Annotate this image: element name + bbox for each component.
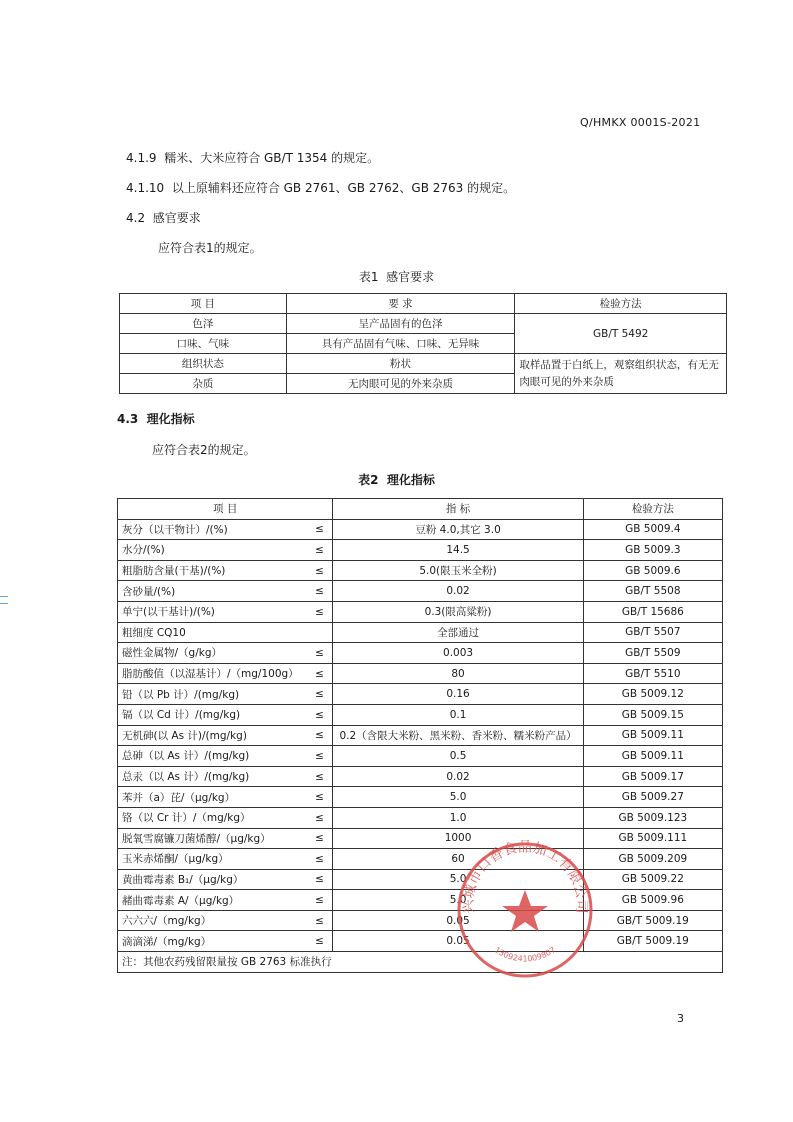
seal-star-icon [502, 890, 548, 932]
margin-mark [0, 596, 8, 604]
table-row [118, 540, 723, 561]
cell-operator: ≤ [307, 643, 333, 664]
cell-indicator: 0.003 [333, 643, 583, 664]
cell-operator [307, 622, 333, 643]
section-4-2-heading [126, 209, 201, 226]
cell-operator: ≤ [307, 663, 333, 684]
cell-indicator: 0.2（含限大米粉、黑米粉、香米粉、糯米粉产品） [333, 725, 583, 746]
cell-method: GB/T 5509 [583, 643, 722, 664]
cell-operator: ≤ [307, 581, 333, 602]
cell-operator: ≤ [307, 849, 333, 870]
cell-method: GB 5009.4 [583, 519, 722, 540]
cell-operator: ≤ [307, 519, 333, 540]
table-row [118, 560, 723, 581]
cell-indicator: 0.1 [333, 704, 583, 725]
cell-requirement: 具有产品固有气味、口味、无异味 [286, 334, 515, 354]
section-4-3-body: 应符合表2的规定。 [152, 443, 256, 457]
cell-item: 黄曲霉毒素 B₁/（μg/kg） [118, 869, 307, 890]
cell-indicator: 1.0 [333, 807, 583, 828]
cell-method: GB/T 5507 [583, 622, 722, 643]
cell-item: 磁性金属物/（g/kg） [118, 643, 307, 664]
cell-indicator: 80 [333, 663, 583, 684]
cell-operator: ≤ [307, 560, 333, 581]
table-row [118, 869, 723, 890]
cell-method: GB 5009.96 [583, 890, 722, 911]
company-seal [455, 840, 595, 980]
cell-item: 镉（以 Cd 计）/(mg/kg) [118, 704, 307, 725]
section-title: 感官要求 [152, 211, 201, 225]
seal-company-name: 兴城市口香食品加工有限公司 [460, 840, 590, 914]
header-item: 项 目 [118, 499, 333, 520]
table-row [118, 787, 723, 808]
cell-operator: ≤ [307, 704, 333, 725]
cell-indicator: 0.3(限高粱粉) [333, 601, 583, 622]
header-requirement: 要 求 [286, 294, 515, 314]
section-number: 4.3 [117, 412, 139, 426]
cell-indicator: 5.0 [333, 890, 583, 911]
cell-method: GB 5009.3 [583, 540, 722, 561]
cell-operator: ≤ [307, 828, 333, 849]
cell-indicator: 0.5 [333, 746, 583, 767]
cell-operator: ≤ [307, 869, 333, 890]
cell-indicator: 0.16 [333, 684, 583, 705]
table-row [118, 519, 723, 540]
clause-4-1-9 [126, 149, 379, 166]
cell-item: 组织状态 [120, 354, 287, 374]
cell-method: GB 5009.15 [583, 704, 722, 725]
clause-number: 4.1.9 [126, 151, 157, 165]
cell-requirement: 粉状 [286, 354, 515, 374]
cell-indicator: 60 [333, 849, 583, 870]
cell-method: GB/T 15686 [583, 601, 722, 622]
cell-operator: ≤ [307, 931, 333, 952]
cell-method: GB/T 5510 [583, 663, 722, 684]
table-row [118, 684, 723, 705]
cell-operator: ≤ [307, 787, 333, 808]
cell-method: GB/T 5508 [583, 581, 722, 602]
cell-operator: ≤ [307, 725, 333, 746]
cell-indicator: 5.0 [333, 787, 583, 808]
cell-item: 脱氧雪腐镰刀菌烯醇/（μg/kg） [118, 828, 307, 849]
cell-item: 无机砷(以 As 计)/(mg/kg) [118, 725, 307, 746]
clause-text: 以上原辅料还应符合 GB 2761、GB 2762、GB 2763 的规定。 [171, 181, 516, 195]
table-row [118, 643, 723, 664]
cell-item: 杂质 [120, 374, 287, 394]
table-note: 注：其他农药残留限量按 GB 2763 标准执行 [118, 952, 723, 973]
cell-method: GB 5009.6 [583, 560, 722, 581]
table-row [118, 931, 723, 952]
table-row [118, 663, 723, 684]
cell-item: 赭曲霉毒素 A/（μg/kg） [118, 890, 307, 911]
table-note-row [118, 952, 723, 973]
cell-indicator: 0.05 [333, 931, 583, 952]
clause-text: 糯米、大米应符合 GB/T 1354 的规定。 [164, 151, 380, 165]
seal-code: 1309241009807 [492, 945, 558, 964]
table-row [118, 828, 723, 849]
cell-item: 总砷（以 As 计）/(mg/kg) [118, 746, 307, 767]
table-row [118, 910, 723, 931]
table-row [118, 581, 723, 602]
caption-number: 表1 [358, 270, 379, 284]
cell-method: GB 5009.209 [583, 849, 722, 870]
table-row [118, 622, 723, 643]
header-method: 检验方法 [515, 294, 727, 314]
cell-method: GB/T 5009.19 [583, 910, 722, 931]
table-row [118, 601, 723, 622]
header-method: 检验方法 [583, 499, 722, 520]
cell-operator: ≤ [307, 890, 333, 911]
cell-method: GB 5009.11 [583, 725, 722, 746]
cell-item: 玉米赤烯酮/（μg/kg） [118, 849, 307, 870]
table-row [120, 354, 727, 374]
cell-method: GB 5009.12 [583, 684, 722, 705]
table-header-row [120, 294, 727, 314]
cell-item: 铬（以 Cr 计）/（mg/kg） [118, 807, 307, 828]
section-4-2-body: 应符合表1的规定。 [158, 241, 262, 255]
table-row [118, 704, 723, 725]
cell-item: 六六六/（mg/kg） [118, 910, 307, 931]
cell-method: GB/T 5009.19 [583, 931, 722, 952]
cell-item: 口味、气味 [120, 334, 287, 354]
cell-item: 粗脂肪含量(干基)/(%) [118, 560, 307, 581]
table1-sensory [119, 293, 727, 394]
cell-method: GB 5009.111 [583, 828, 722, 849]
cell-method: GB 5009.22 [583, 869, 722, 890]
caption-title: 感官要求 [386, 270, 435, 284]
section-title: 理化指标 [146, 412, 195, 426]
table-header-row [118, 499, 723, 520]
cell-item: 粗细度 CQ10 [118, 622, 307, 643]
table-row [118, 766, 723, 787]
cell-method: 取样品置于白纸上，观察组织状态，有无无肉眼可见的外来杂质 [515, 354, 727, 394]
table-row [118, 890, 723, 911]
cell-item: 水分/(%) [118, 540, 307, 561]
cell-item: 滴滴涕/（mg/kg） [118, 931, 307, 952]
cell-operator: ≤ [307, 746, 333, 767]
table2-physicochemical [117, 498, 723, 973]
clause-number: 4.1.10 [126, 181, 165, 195]
table2-caption [0, 471, 793, 488]
cell-operator: ≤ [307, 684, 333, 705]
page-number: 3 [677, 1012, 684, 1025]
cell-item: 色泽 [120, 314, 287, 334]
cell-indicator: 全部通过 [333, 622, 583, 643]
cell-indicator: 14.5 [333, 540, 583, 561]
section-4-3-heading [117, 410, 195, 427]
cell-operator: ≤ [307, 601, 333, 622]
cell-indicator: 豆粉 4.0,其它 3.0 [333, 519, 583, 540]
cell-operator: ≤ [307, 766, 333, 787]
cell-item: 脂肪酸值（以湿基计）/（mg/100g） [118, 663, 307, 684]
caption-title: 理化指标 [386, 473, 435, 487]
cell-method: GB 5009.17 [583, 766, 722, 787]
cell-method: GB 5009.123 [583, 807, 722, 828]
cell-indicator: 5.0(限玉米全粉) [333, 560, 583, 581]
cell-item: 铅（以 Pb 计）/(mg/kg) [118, 684, 307, 705]
clause-4-1-10 [126, 179, 515, 196]
cell-item: 单宁(以干基计)/(%) [118, 601, 307, 622]
cell-indicator: 0.02 [333, 766, 583, 787]
table-row [120, 314, 727, 334]
cell-item: 总汞（以 As 计）/(mg/kg) [118, 766, 307, 787]
table-row [118, 849, 723, 870]
cell-item: 苯并（a）芘/（μg/kg） [118, 787, 307, 808]
cell-requirement: 无肉眼可见的外来杂质 [286, 374, 515, 394]
cell-operator: ≤ [307, 807, 333, 828]
header-item: 项 目 [120, 294, 287, 314]
cell-requirement: 呈产品固有的色泽 [286, 314, 515, 334]
cell-operator: ≤ [307, 910, 333, 931]
table-row [118, 725, 723, 746]
table1-caption [0, 268, 793, 285]
cell-method: GB 5009.11 [583, 746, 722, 767]
cell-operator: ≤ [307, 540, 333, 561]
document-id: Q/HMKX 0001S-2021 [580, 116, 701, 129]
cell-indicator: 5.0 [333, 869, 583, 890]
cell-indicator: 0.02 [333, 581, 583, 602]
table-row [118, 746, 723, 767]
header-indicator: 指 标 [333, 499, 583, 520]
cell-method: GB 5009.27 [583, 787, 722, 808]
cell-item: 含砂量/(%) [118, 581, 307, 602]
caption-number: 表2 [358, 473, 379, 487]
cell-item: 灰分（以干物计）/(%) [118, 519, 307, 540]
cell-indicator: 0.05 [333, 910, 583, 931]
section-number: 4.2 [126, 211, 146, 225]
cell-method: GB/T 5492 [515, 314, 727, 354]
cell-indicator: 1000 [333, 828, 583, 849]
table-row [118, 807, 723, 828]
